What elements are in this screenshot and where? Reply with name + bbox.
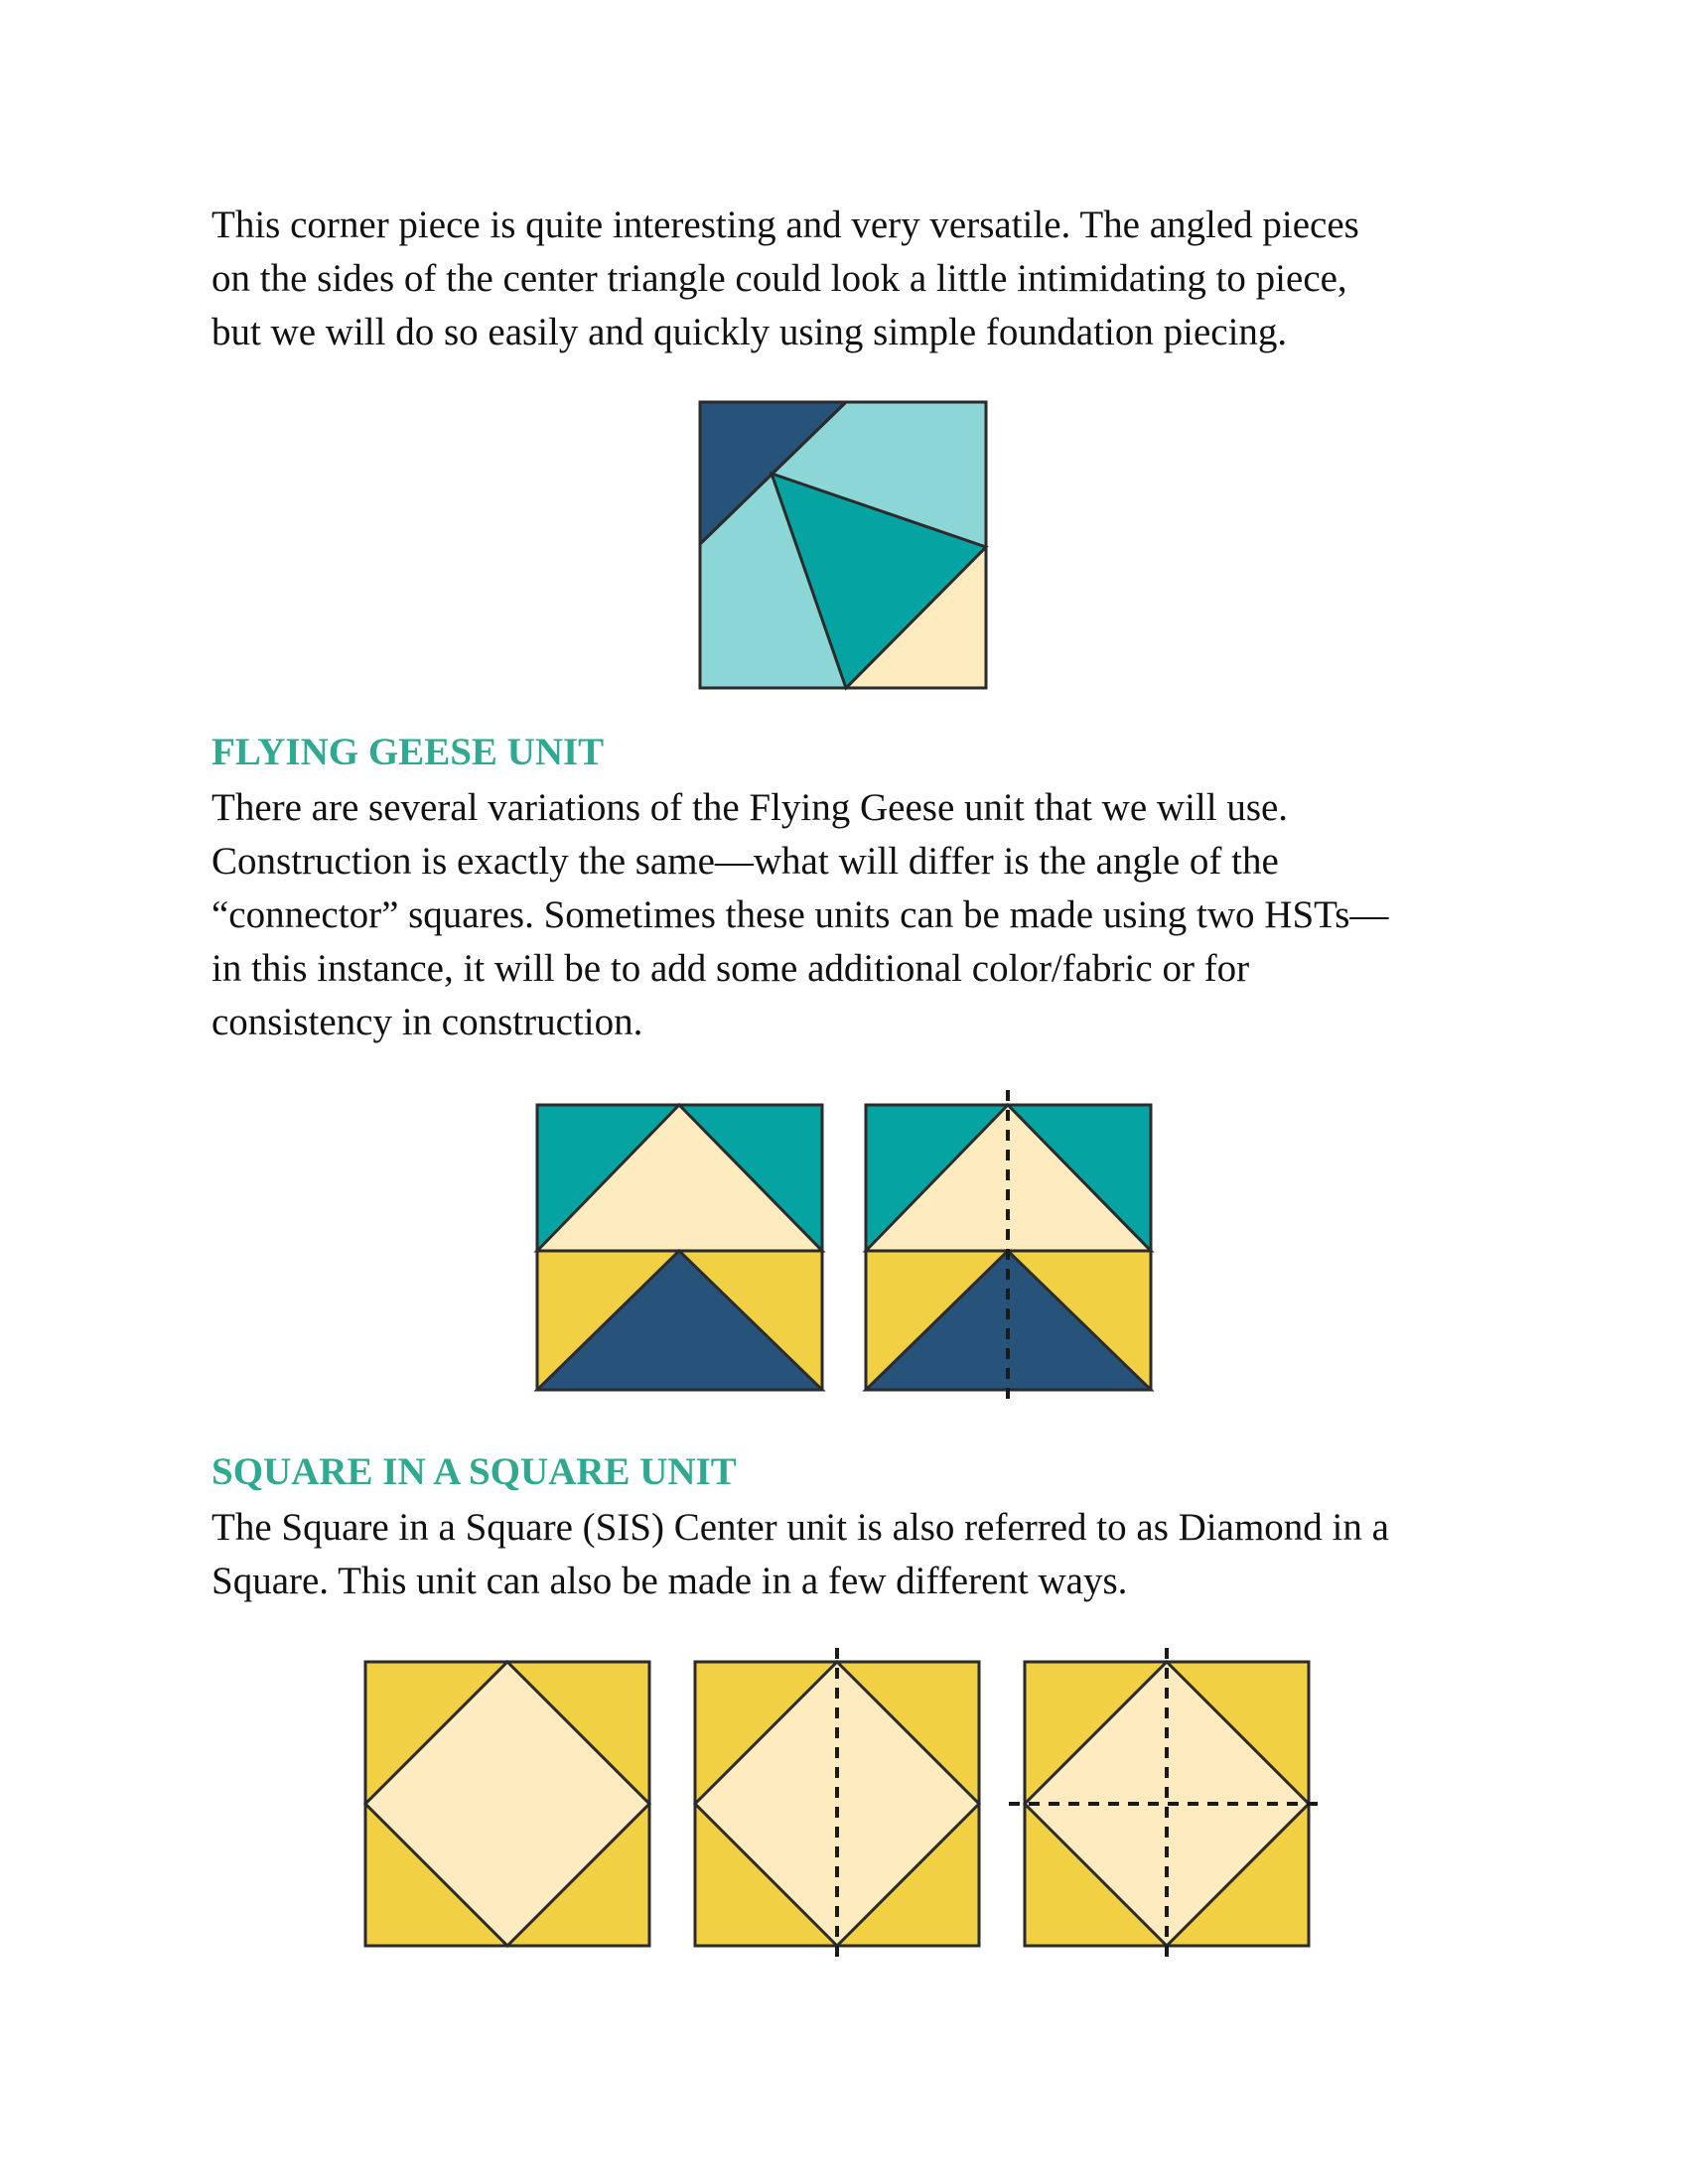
sis-block-1 [365,1662,649,1946]
flying-geese-line: Construction is exactly the same—what will differ is the angle of the [211,840,1279,883]
flying-geese-line: There are several variations of the Flying Geese unit that we will use. [211,786,1289,829]
flying-geese-line: consistency in construction. [211,1001,643,1043]
square-in-square-line: The Square in a Square (SIS) Center unit is also referred to as Diamond in a [211,1506,1389,1549]
flying-geese-line: in this instance, it will be to add some additional color/fabric or for [211,947,1250,990]
intro-line: on the sides of the center triangle could look a little intimidating to piece, [211,257,1347,300]
square-in-square-line: Square. This unit can also be made in a few different ways. [211,1560,1128,1602]
intro-line: but we will do so easily and quickly using simple foundation piecing. [211,311,1288,353]
flying-geese-paragraph [211,781,1502,1049]
square-in-square-heading: SQUARE IN A SQUARE UNIT [211,1450,737,1493]
intro-line: This corner piece is quite interesting and very versatile. The angled pieces [211,204,1359,246]
sis-block-3 [1025,1662,1309,1946]
flying-geese-block-1 [537,1105,822,1390]
flying-geese-block-2 [866,1105,1151,1390]
intro-paragraph [211,199,1502,359]
corner-piece-figure [700,402,986,688]
flying-geese-line: “connector” squares. Sometimes these units can be made using two HSTs— [211,893,1389,936]
sis-block-2 [695,1662,979,1946]
square-in-square-paragraph [211,1501,1502,1608]
flying-geese-heading: FLYING GEESE UNIT [211,731,605,773]
